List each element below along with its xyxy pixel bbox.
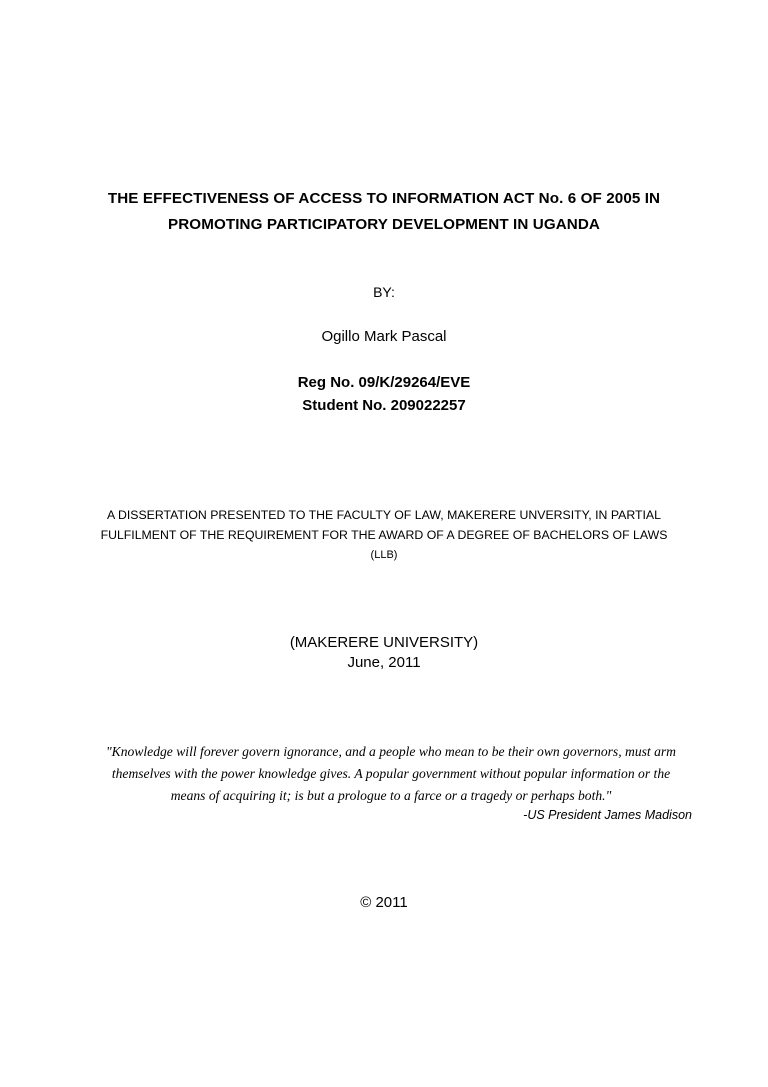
- submission-date: June, 2011: [347, 654, 421, 671]
- institution-name: (MAKERERE UNIVERSITY): [289, 634, 479, 651]
- title-line-1: THE EFFECTIVENESS OF ACCESS TO INFORMATION ACT No. 6 OF 2005 IN: [107, 190, 661, 207]
- title-line-2: PROMOTING PARTICIPATORY DEVELOPMENT IN UGANDA: [167, 216, 600, 233]
- dissertation-title: [0, 186, 768, 238]
- quote-line-1: "Knowledge will forever govern ignorance, and a people who mean to be their own governors, must arm: [105, 744, 677, 759]
- quote-line-2: themselves with the power knowledge gives. A popular government without popular information or the: [111, 766, 671, 781]
- by-label: BY:: [373, 284, 395, 300]
- dissertation-statement: [0, 505, 768, 565]
- institution-and-date: [0, 633, 768, 673]
- author-name: Ogillo Mark Pascal: [321, 328, 447, 345]
- registration-number: Reg No. 09/K/29264/EVE: [297, 374, 471, 391]
- statement-line-3: (LLB): [370, 549, 398, 561]
- quote-line-3: means of acquiring it; is but a prologue to a farce or a tragedy or perhaps both.": [170, 788, 612, 803]
- quote-attribution: -US President James Madison: [523, 808, 692, 822]
- student-identifiers: [0, 371, 768, 417]
- student-number: Student No. 209022257: [302, 397, 466, 414]
- copyright-notice: © 2011: [360, 894, 408, 911]
- statement-line-1: A DISSERTATION PRESENTED TO THE FACULTY OF LAW, MAKERERE UNVERSITY, IN PARTIAL: [107, 508, 661, 522]
- epigraph-quote: [60, 741, 722, 807]
- statement-line-2: FULFILMENT OF THE REQUIREMENT FOR THE AWARD OF A DEGREE OF BACHELORS OF LAWS: [100, 528, 668, 542]
